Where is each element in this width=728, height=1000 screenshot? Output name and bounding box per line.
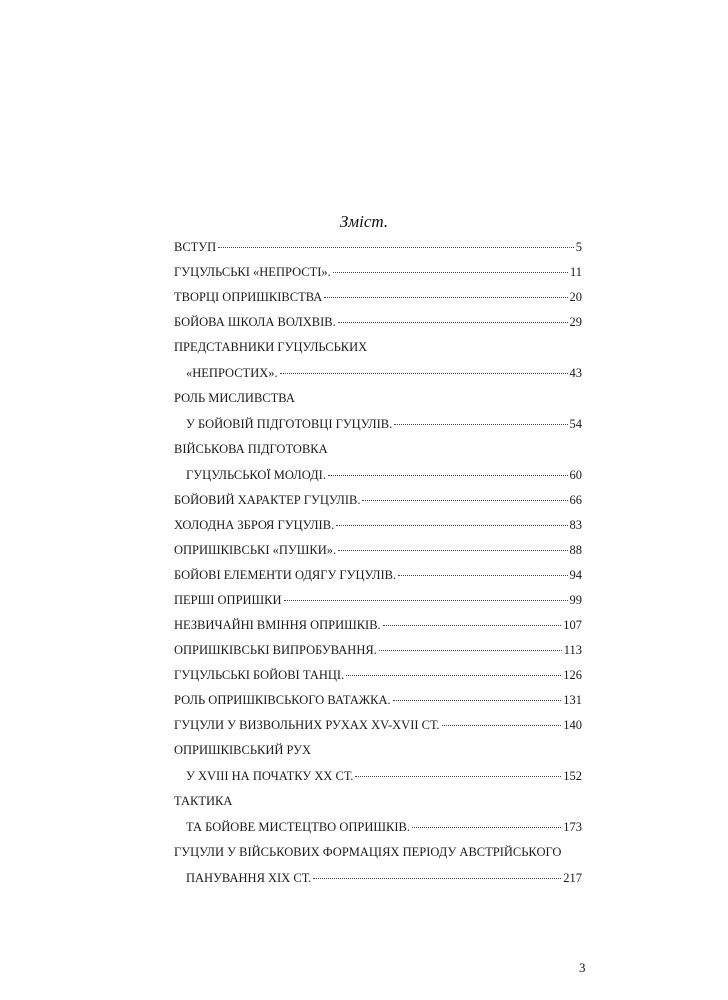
toc-entry-text: ГУЦУЛЬСЬКІ «НЕПРОСТІ». (174, 265, 331, 279)
toc-entry (174, 543, 582, 558)
toc-entry-continuation (174, 769, 582, 784)
toc-entry (174, 794, 582, 835)
toc-entry-line (174, 618, 582, 633)
toc-page-number: 43 (569, 366, 582, 380)
dot-leader (394, 424, 567, 425)
dot-leader (346, 675, 561, 676)
toc-entry-text: У БОЙОВІЙ ПІДГОТОВЦІ ГУЦУЛІВ. (186, 417, 393, 431)
toc-entry-line (174, 643, 582, 658)
toc-page-number: 152 (563, 769, 582, 783)
toc-entry-continuation (174, 366, 582, 381)
toc-list (174, 240, 582, 896)
dot-leader (398, 575, 567, 576)
toc-entry-line (174, 693, 582, 708)
dot-leader (338, 322, 568, 323)
toc-entry (174, 743, 582, 784)
toc-page-number: 94 (569, 568, 582, 582)
dot-leader (328, 475, 568, 476)
toc-entry-text: БОЙОВА ШКОЛА ВОЛХВІВ. (174, 315, 336, 329)
toc-entry-text: «НЕПРОСТИХ». (186, 366, 278, 380)
toc-entry (174, 315, 582, 330)
toc-entry-text: ВІЙСЬКОВА ПІДГОТОВКА (174, 442, 328, 456)
toc-entry-text: ХОЛОДНА ЗБРОЯ ГУЦУЛІВ. (174, 518, 335, 532)
toc-entry-continuation (174, 468, 582, 483)
toc-entry (174, 718, 582, 733)
toc-entry-line (174, 845, 582, 860)
toc-page-number: 29 (569, 315, 582, 329)
dot-leader (333, 272, 568, 273)
toc-entry (174, 693, 582, 708)
toc-entry-text: ОПРИШКІВСЬКІ ВИПРОБУВАННЯ. (174, 643, 377, 657)
toc-entry-continuation (174, 820, 582, 835)
toc-page-number: 140 (563, 718, 582, 732)
toc-entry-continuation (174, 871, 582, 886)
toc-page-number: 20 (569, 290, 582, 304)
toc-entry-line (174, 240, 582, 255)
toc-entry-text: ПЕРШІ ОПРИШКИ (174, 593, 282, 607)
toc-entry-line (174, 315, 582, 330)
toc-page-number: 99 (569, 593, 582, 607)
toc-page-number: 60 (569, 468, 582, 482)
toc-entry (174, 643, 582, 658)
toc-entry-text: НЕЗВИЧАЙНІ ВМІННЯ ОПРИШКІВ. (174, 618, 381, 632)
toc-entry-line (174, 340, 582, 355)
toc-entry (174, 290, 582, 305)
toc-entry (174, 442, 582, 483)
toc-entry-text: У XVIII НА ПОЧАТКУ XX СТ. (186, 769, 354, 783)
toc-entry-line (174, 794, 582, 809)
toc-page-number: 5 (575, 240, 582, 254)
toc-entry-line (174, 265, 582, 280)
toc-entry-text: ПРЕДСТАВНИКИ ГУЦУЛЬСЬКИХ (174, 340, 368, 354)
dot-leader (442, 725, 562, 726)
toc-entry-line (174, 543, 582, 558)
toc-entry (174, 845, 582, 886)
toc-entry-text: БОЙОВІ ЕЛЕМЕНТИ ОДЯГУ ГУЦУЛІВ. (174, 568, 397, 582)
dot-leader (393, 700, 562, 701)
toc-entry-text: ГУЦУЛЬСЬКОЇ МОЛОДІ. (186, 468, 326, 482)
toc-entry-text: ТА БОЙОВЕ МИСТЕЦТВО ОПРИШКІВ. (186, 820, 410, 834)
toc-page-number: 11 (569, 265, 582, 279)
toc-entry-text: ГУЦУЛИ У ВІЙСЬКОВИХ ФОРМАЦІЯХ ПЕРІОДУ АВСТРІЙСЬКОГО (174, 845, 562, 859)
toc-entry (174, 668, 582, 683)
toc-entry-text: ГУЦУЛЬСЬКІ БОЙОВІ ТАНЦІ. (174, 668, 345, 682)
toc-entry-line (174, 442, 582, 457)
toc-page-number: 131 (563, 693, 582, 707)
dot-leader (362, 500, 567, 501)
dot-leader (313, 878, 561, 879)
toc-page-number: 66 (569, 493, 582, 507)
toc-entry-text: ТАКТИКА (174, 794, 233, 808)
toc-entry-line (174, 568, 582, 583)
dot-leader (218, 247, 574, 248)
page-number: 3 (579, 960, 586, 975)
toc-entry-line (174, 593, 582, 608)
toc-entry-text: ТВОРЦІ ОПРИШКІВСТВА (174, 290, 323, 304)
dot-leader (412, 827, 561, 828)
toc-entry-line (174, 743, 582, 758)
toc-page-number: 113 (563, 643, 582, 657)
toc-entry-text: ОПРИШКІВСЬКІ «ПУШКИ». (174, 543, 337, 557)
toc-entry-text: БОЙОВИЙ ХАРАКТЕР ГУЦУЛІВ. (174, 493, 361, 507)
toc-title: Зміст. (339, 212, 389, 231)
toc-entry-line (174, 391, 582, 406)
toc-entry (174, 240, 582, 255)
dot-leader (336, 525, 567, 526)
toc-entry-text: ВСТУП (174, 240, 217, 254)
toc-entry (174, 493, 582, 508)
toc-entry (174, 593, 582, 608)
toc-entry-continuation (174, 417, 582, 432)
dot-leader (280, 373, 568, 374)
toc-entry (174, 518, 582, 533)
dot-leader (383, 625, 562, 626)
dot-leader (355, 776, 561, 777)
toc-entry (174, 391, 582, 432)
toc-entry (174, 618, 582, 633)
toc-page-number: 107 (563, 618, 582, 632)
toc-page-number: 83 (569, 518, 582, 532)
dot-leader (284, 600, 568, 601)
toc-entry (174, 340, 582, 381)
toc-entry-text: ОПРИШКІВСЬКИЙ РУХ (174, 743, 312, 757)
toc-page-number: 217 (563, 871, 582, 885)
dot-leader (379, 650, 562, 651)
toc-entry-line (174, 518, 582, 533)
toc-entry (174, 265, 582, 280)
toc-entry-text: ГУЦУЛИ У ВИЗВОЛЬНИХ РУХАХ XV-XVII СТ. (174, 718, 440, 732)
toc-page-number: 173 (563, 820, 582, 834)
toc-page-number: 54 (569, 417, 582, 431)
toc-entry-line (174, 493, 582, 508)
toc-entry-line (174, 290, 582, 305)
toc-page-number: 126 (563, 668, 582, 682)
toc-entry-line (174, 718, 582, 733)
dot-leader (324, 297, 567, 298)
dot-leader (338, 550, 567, 551)
toc-page-number: 88 (569, 543, 582, 557)
toc-entry-line (174, 668, 582, 683)
toc-entry-text: ПАНУВАННЯ XIX СТ. (186, 871, 312, 885)
toc-entry-text: РОЛЬ ОПРИШКІВСЬКОГО ВАТАЖКА. (174, 693, 391, 707)
toc-entry-text: РОЛЬ МИСЛИВСТВА (174, 391, 295, 405)
toc-entry (174, 568, 582, 583)
